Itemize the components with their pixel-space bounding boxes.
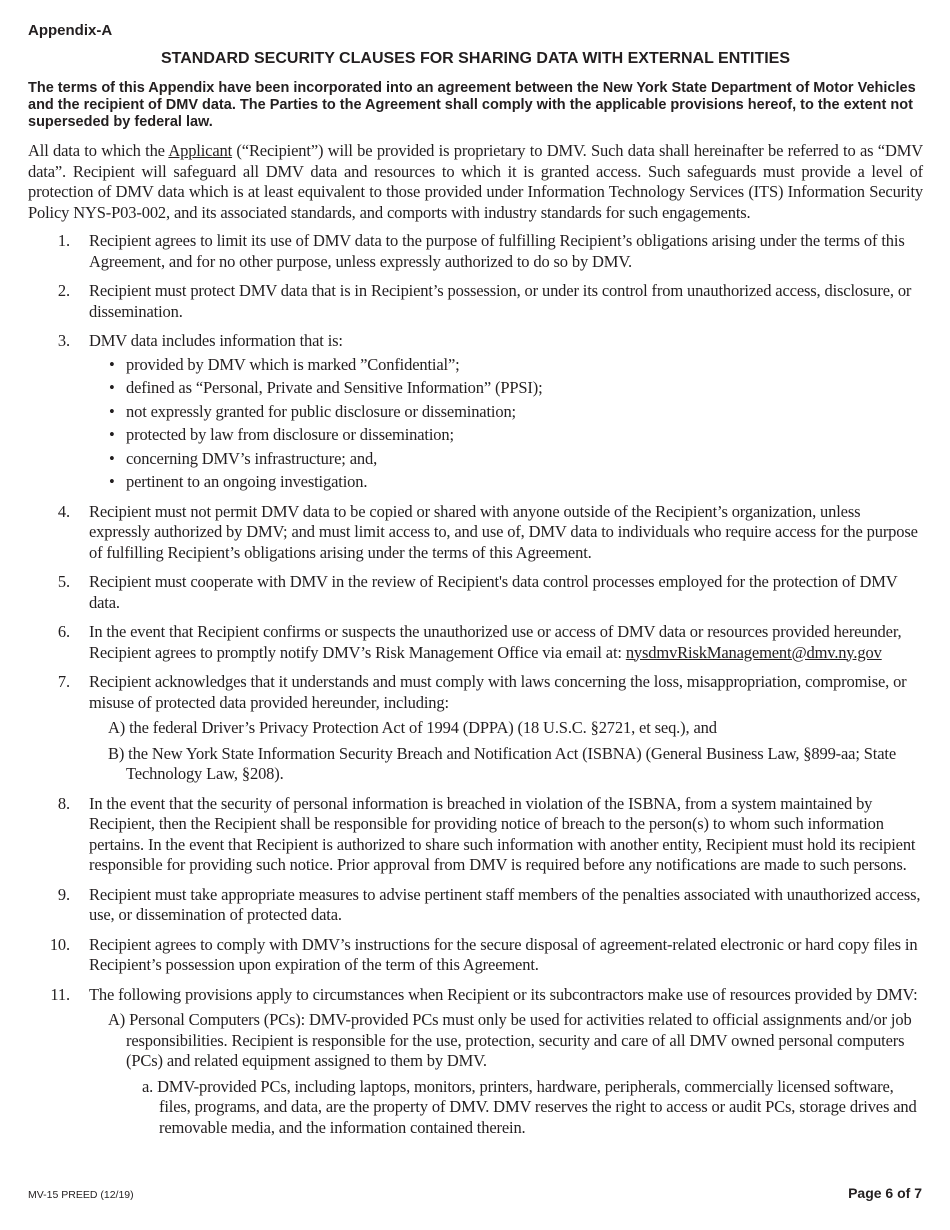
clause-text: Recipient must cooperate with DMV in the review of Recipient's data control processes employed for the protection of DMV data.: [89, 572, 898, 612]
clause-text: In the event that the security of personal information is breached in violation of the ISBNA, from a system maintained by Recipient, then the Recipient shall be responsible for providing notice of breach to the person(s) to whom such information pertains. In the event that Recipient is authorized to share such information with another entity, Recipient must hold its recipient responsible for providing such notice. Prior approval from DMV is required before any notifications are made to such persons.: [89, 793, 916, 874]
bullet-icon: •: [109, 472, 115, 491]
clause-number: 4.: [57, 501, 70, 521]
bullet-text: defined as “Personal, Private and Sensitive Information” (PPSI);: [126, 378, 543, 397]
form-number: MV-15 PREED (12/19): [28, 1189, 134, 1201]
bullet-icon: •: [109, 425, 115, 444]
bullet-text: concerning DMV’s infrastructure; and,: [126, 448, 378, 468]
clause-text: Recipient must protect DMV data that is in Recipient’s possession, or under its control from unauthorized access, disclosure, or dissemination.: [89, 281, 912, 321]
clause-11-sub-a: A) Personal Computers (PCs): DMV-provided PCs must only be used for activities related to official assignments and/or job responsibilities. Recipient is responsible for the use, protection, security and care of all DMV owned personal computers (PCs) and related equipment assigned to them by DMV.: [108, 1010, 912, 1070]
bullet-item: [109, 472, 923, 493]
opening-text-after: (“Recipient”) will be provided is proprietary to DMV. Such data shall hereinafter be referred to as “DMV data”. Recipient will safeguard all DMV data and resources to which it is granted access. Such safeguards must provide a level of protection of DMV data which is at least equivalent to those provided under Information Technology Services (ITS) Information Security Policy NYS-P03-002, and its associated standards, and comports with industry standards for such engagements.: [28, 141, 923, 222]
clause-6: [28, 622, 923, 663]
clause-11: [28, 985, 923, 1139]
clause-number: 2.: [57, 281, 70, 300]
clause-number: 6.: [57, 622, 70, 641]
clause-text: Recipient agrees to limit its use of DMV data to the purpose of fulfilling Recipient’s obligations arising under the terms of this Agreement, and for no other purpose, unless expressly authorized to do so by DMV.: [89, 231, 905, 271]
clause-3: [28, 331, 923, 493]
risk-management-email-link[interactable]: nysdmvRiskManagement@dmv.ny.gov: [625, 642, 882, 662]
clause-8: [28, 794, 923, 876]
bullet-icon: •: [109, 401, 115, 421]
clause-number: 1.: [57, 231, 70, 250]
bullet-icon: •: [109, 448, 115, 468]
bullet-text: provided by DMV which is marked ”Confidential”;: [126, 354, 460, 374]
page-number: Page 6 of 7: [848, 1185, 922, 1201]
clause-text: Recipient acknowledges that it understands and must comply with laws concerning the loss, misappropriation, compromise, or misuse of protected data provided hereunder, including:: [89, 672, 907, 712]
clause-11-sub-a-a: a. DMV-provided PCs, including laptops, monitors, printers, hardware, peripherals, commercially licensed software, files, programs, and data, are the property of DMV. DMV reserves the right to access or audit PCs, storage drives and removable media, and the information contained therein.: [142, 1076, 917, 1137]
intro-paragraph: The terms of this Appendix have been incorporated into an agreement between the New York State Department of Motor Vehicles and the recipient of DMV data. The Parties to the Agreement shall comply with the applicable provisions hereof, to the extent not superseded by federal law.: [28, 80, 916, 130]
bullet-item: [109, 378, 923, 399]
bullet-text: not expressly granted for public disclosure or dissemination;: [126, 401, 516, 421]
clause-number: 3.: [57, 331, 70, 350]
clause-text: Recipient must take appropriate measures to advise pertinent staff members of the penalties associated with unauthorized access, use, or dissemination of protected data.: [89, 884, 921, 924]
clause-text: In the event that Recipient confirms or suspects the unauthorized use or access of DMV data or resources provided hereunder, Recipient agrees to promptly notify DMV’s Risk Management Office via email at:: [89, 622, 902, 662]
clause-5: [28, 572, 923, 613]
bullet-icon: •: [109, 354, 115, 374]
clause-text: Recipient agrees to comply with DMV’s instructions for the secure disposal of agreement-related electronic or hard copy files in Recipient’s possession upon expiration of the term of this Agreement.: [89, 934, 918, 974]
clause-9: [28, 885, 923, 926]
opening-paragraph: [28, 141, 923, 223]
clauses-list: [28, 231, 923, 1138]
document-title: STANDARD SECURITY CLAUSES FOR SHARING DATA WITH EXTERNAL ENTITIES: [160, 50, 791, 67]
clause-7-sub-b: B) the New York State Information Security Breach and Notification Act (ISBNA) (General Business Law, §899-aa; State Technology Law, §208).: [108, 743, 897, 783]
clause-text: DMV data includes information that is:: [89, 331, 343, 350]
clause-7: [28, 672, 923, 785]
clause-text: The following provisions apply to circumstances when Recipient or its subcontractors make use of resources provided by DMV:: [89, 984, 918, 1004]
clause-number: 8.: [57, 793, 70, 813]
opening-text-before: All data to which the: [28, 141, 169, 160]
clause-4: [28, 502, 923, 564]
bullet-item: [109, 402, 923, 423]
document-page: [28, 22, 923, 1147]
dmv-data-bullet-list: [89, 355, 923, 493]
bullet-item: [109, 425, 923, 446]
clause-number: 10.: [49, 934, 70, 954]
applicant-underlined: Applicant: [168, 141, 233, 160]
clause-number: 11.: [50, 984, 70, 1004]
clause-text: Recipient must not permit DMV data to be copied or shared with anyone outside of the Recipient’s organization, unless expressly authorized by DMV; and must limit access to, and use of, DMV data to individuals who require access for the purpose of fulfilling Recipient’s obligations arising under the terms of this Agreement.: [89, 501, 918, 562]
bullet-item: [109, 449, 923, 470]
appendix-label: Appendix-A: [28, 22, 113, 39]
clause-10: [28, 935, 923, 976]
clause-number: 7.: [57, 672, 70, 691]
bullet-item: [109, 355, 923, 376]
clause-7-sub-a: A) the federal Driver’s Privacy Protection Act of 1994 (DPPA) (18 U.S.C. §2721, et seq.), and: [108, 718, 717, 737]
clause-number: 5.: [57, 572, 70, 591]
bullet-text: pertinent to an ongoing investigation.: [126, 472, 368, 491]
bullet-text: protected by law from disclosure or dissemination;: [126, 425, 454, 444]
clause-2: [28, 281, 923, 322]
bullet-icon: •: [109, 378, 115, 397]
clause-number: 9.: [57, 884, 70, 904]
clause-1: [28, 231, 923, 272]
